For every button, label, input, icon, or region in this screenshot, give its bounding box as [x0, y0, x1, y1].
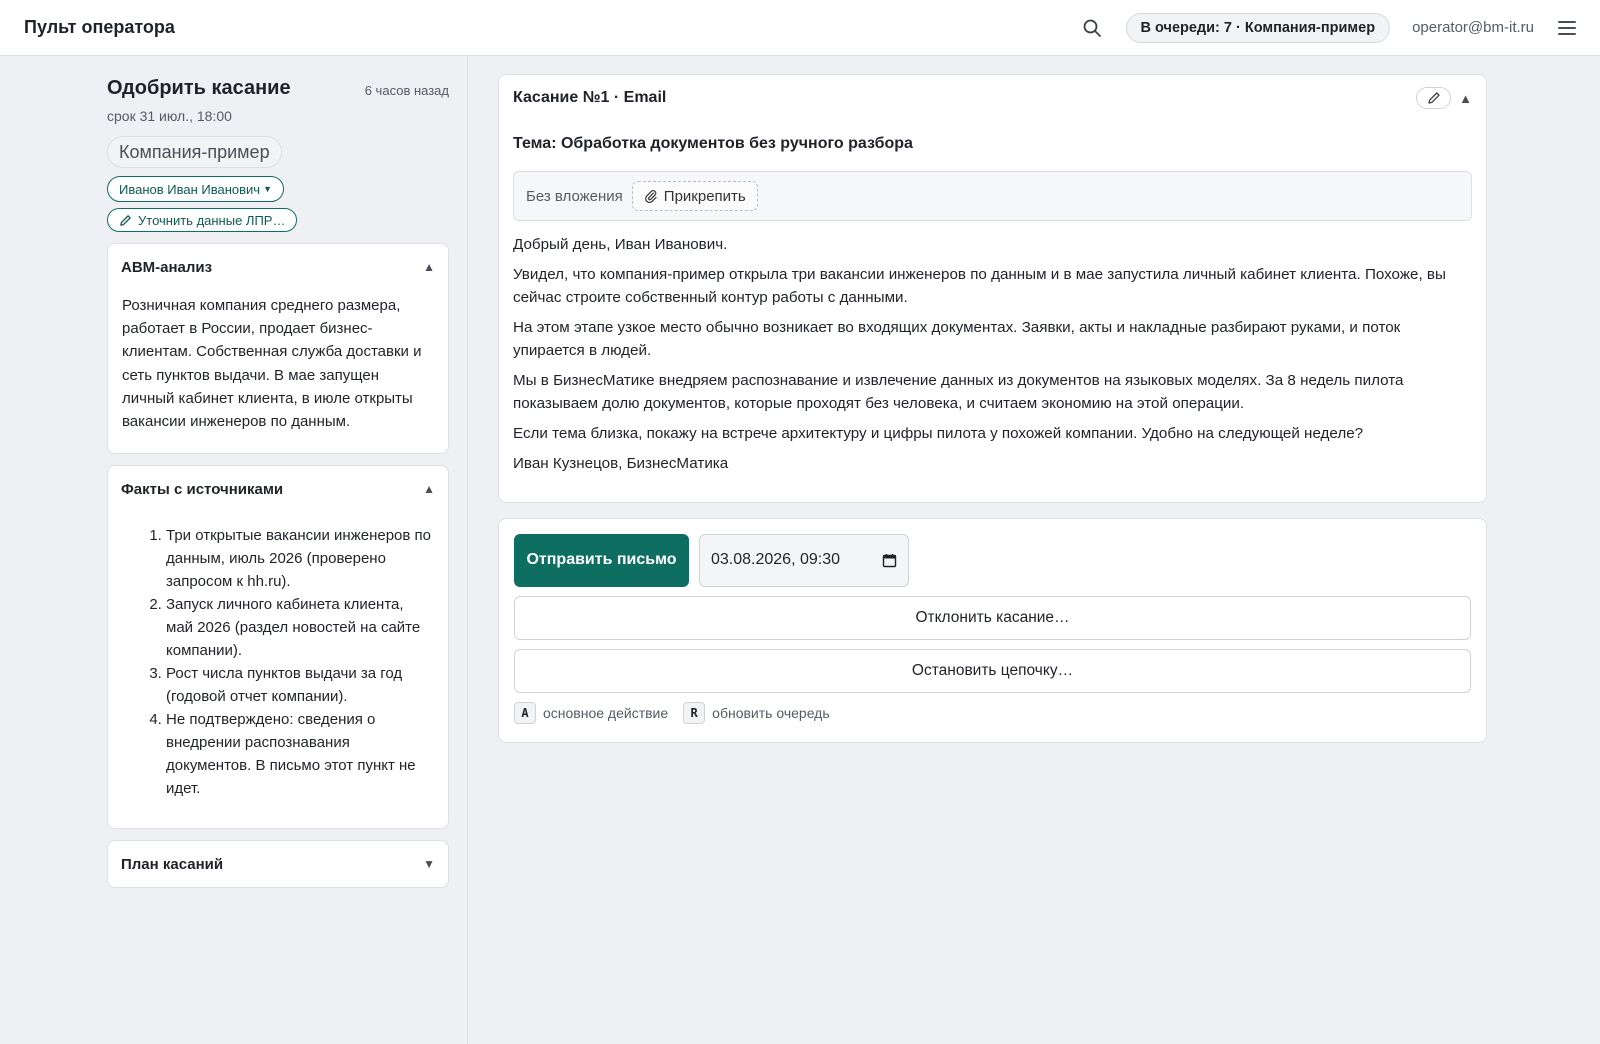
app-title: Пульт оператора [24, 17, 175, 37]
facts-panel-title: Факты с источниками [121, 480, 284, 498]
abm-panel-text: Розничная компания среднего размера, работает в России, продает бизнес-клиентам. Собственная служба доставки и сеть пунктов выдачи. В мае запущен личный кабинет клиента, в июле открыты вакансии инженеров по данным. [122, 297, 422, 431]
collapse-icon[interactable]: ▲ [1459, 90, 1472, 106]
user-email: operator@bm-it.ru [1412, 19, 1534, 36]
keyboard-hints [514, 702, 1471, 724]
action-panel [498, 518, 1487, 743]
attach-button[interactable] [632, 181, 758, 211]
contact-person-dropdown[interactable] [107, 176, 284, 202]
attachment-status: Без вложения [526, 187, 623, 205]
contact-person-name: Иванов Иван Иванович [119, 181, 261, 197]
edit-email-button[interactable] [1416, 87, 1451, 109]
abm-panel-title: ABM-анализ [121, 258, 213, 276]
facts-panel [107, 465, 449, 829]
facts-panel-header[interactable] [108, 466, 448, 512]
fact-item: 4. Не подтверждено: сведения о внедрении распознавания документов. В письмо этот пункт не идет. [166, 708, 434, 800]
edit-contact-label: Уточнить данные ЛПР… [138, 212, 286, 228]
pencil-icon [1427, 91, 1441, 105]
chevron-down-icon: ▼ [263, 184, 272, 194]
hotkey-r-description: обновить очередь [712, 704, 830, 721]
collapse-icon[interactable]: ▲ [423, 482, 435, 497]
fact-item: 1. Три открытые вакансии инженеров по данным, июль 2026 (проверено запросом к hh.ru). [166, 524, 434, 593]
edit-contact-button[interactable] [107, 208, 297, 232]
top-bar-actions [1080, 13, 1576, 43]
paperclip-icon [644, 189, 658, 203]
email-paragraph: Если тема близка, покажу на встрече архитектуру и цифры пилота у похожей компании. Удобно на следующей неделе? [513, 425, 1364, 443]
attachment-area [513, 171, 1472, 221]
email-card [498, 74, 1487, 503]
task-sidebar [107, 56, 449, 888]
task-title: Одобрить касание [107, 77, 291, 99]
fact-item: 3. Рост числа пунктов выдачи за год (годовой отчет компании). [166, 662, 434, 708]
abm-panel [107, 243, 449, 454]
top-bar [0, 0, 1600, 56]
expand-icon[interactable]: ▼ [423, 857, 435, 872]
company-chip: Компания-пример [107, 136, 282, 168]
pencil-icon [119, 214, 132, 227]
abm-panel-header[interactable] [108, 244, 448, 290]
email-body[interactable] [513, 233, 1472, 475]
task-header [107, 77, 449, 124]
plan-panel [107, 840, 449, 888]
attach-label: Прикрепить [663, 187, 746, 205]
hotkey-a: A [514, 702, 536, 724]
email-paragraph: Увидел, что компания-пример открыла три вакансии инженеров по данным и в мае запустила личный кабинет клиента. Похоже, вы сейчас строите собственный контур работы с данными. [513, 265, 1446, 307]
email-paragraph: Мы в БизнесМатике внедряем распознавание и извлечение данных из документов на языковых моделях. За 8 недель пилота показываем долю документов, которые проходят без человека, и считаем экономию на этой операции. [513, 371, 1404, 413]
email-title: Касание №1 · Email [513, 89, 667, 106]
email-subject: Тема: Обработка документов без ручного разбора [513, 135, 913, 152]
hotkey-r: R [683, 702, 705, 724]
email-workspace [498, 74, 1487, 743]
plan-panel-title: План касаний [121, 855, 224, 873]
calendar-icon[interactable] [882, 553, 897, 568]
facts-list [122, 524, 434, 800]
plan-panel-header[interactable] [108, 841, 448, 887]
stop-sequence-button[interactable]: Остановить цепочку… [514, 649, 1471, 693]
facts-list-container [108, 512, 448, 828]
hotkey-a-description: основное действие [543, 704, 669, 721]
email-signature: Иван Кузнецов, БизнесМатика [513, 454, 729, 472]
column-divider [467, 56, 468, 1044]
task-age: 6 часов назад [364, 83, 449, 98]
collapse-icon[interactable]: ▲ [423, 260, 435, 274]
email-header [513, 75, 1472, 121]
send-datetime-value: 03.08.2026, 09:30 [711, 551, 841, 569]
send-datetime-input[interactable] [699, 534, 909, 587]
email-paragraph: Добрый день, Иван Иванович. [513, 236, 728, 253]
task-due-date: срок 31 июл., 18:00 [107, 108, 232, 124]
fact-item: 2. Запуск личного кабинета клиента, май 2026 (раздел новостей на сайте компании). [166, 593, 434, 662]
reject-touch-button[interactable]: Отклонить касание… [514, 596, 1471, 640]
email-paragraph: На этом этапе узкое место обычно возникает во входящих документах. Заявки, акты и накладные разбирают руками, и поток упирается в людей. [513, 318, 1401, 360]
send-row [514, 534, 1471, 587]
hamburger-menu-icon[interactable] [1558, 21, 1576, 35]
send-email-button[interactable]: Отправить письмо [514, 534, 689, 587]
queue-indicator[interactable]: В очереди: 7 · Компания-пример [1126, 13, 1391, 43]
search-icon[interactable] [1080, 16, 1104, 40]
